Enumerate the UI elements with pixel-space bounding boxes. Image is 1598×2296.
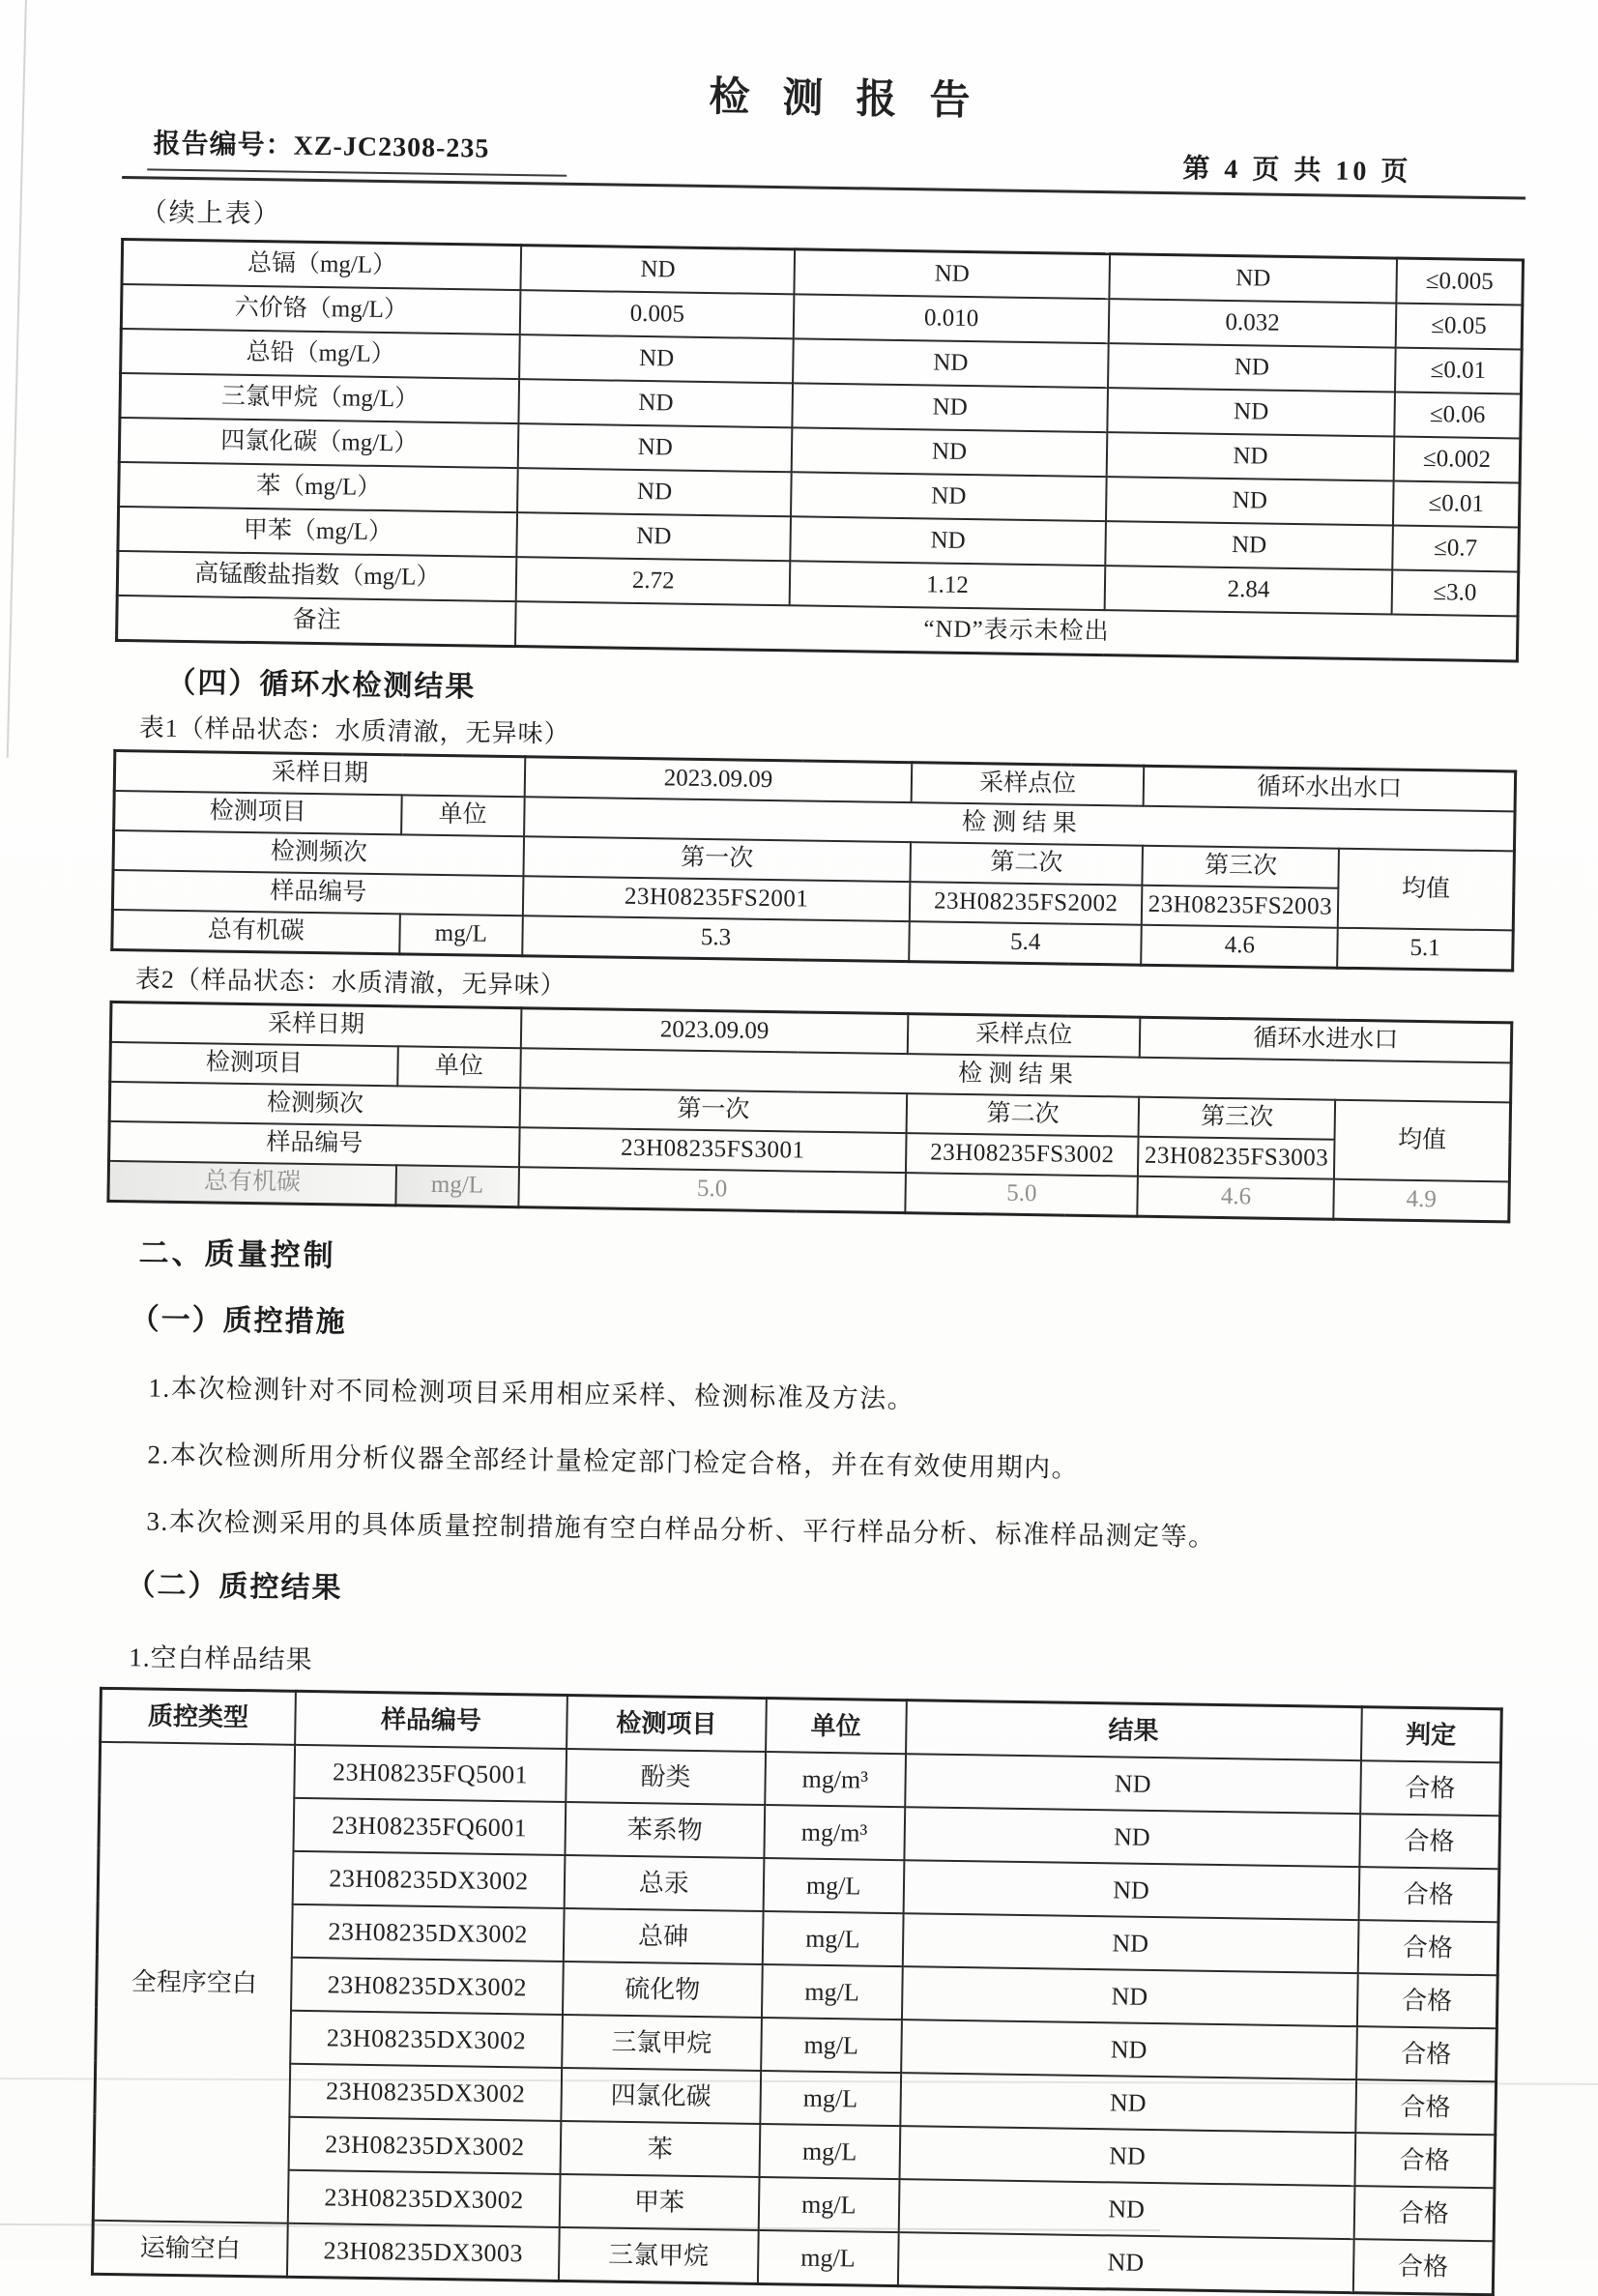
second-run-label: 第二次: [910, 842, 1143, 886]
qc-result: ND: [903, 1860, 1359, 1920]
toc-unit: mg/L: [399, 914, 523, 955]
frequency-label: 检测频次: [109, 1082, 520, 1127]
qc-item: 三氯甲烷: [562, 2015, 762, 2071]
qc-verdict: 合格: [1356, 2026, 1497, 2081]
sample-id: 23H08235DX3002: [288, 2170, 561, 2227]
item-header: 检测项目: [567, 1695, 767, 1752]
param-limit: ≤0.002: [1394, 437, 1521, 483]
qc-result: ND: [901, 2020, 1357, 2079]
param-limit: ≤0.05: [1396, 304, 1523, 350]
param-value: ND: [1108, 343, 1396, 392]
param-value: 0.032: [1109, 299, 1397, 347]
item-label: 检测项目: [114, 791, 402, 834]
param-value: 0.005: [520, 290, 794, 338]
qc-unit: mg/L: [758, 2177, 899, 2232]
param-value: ND: [1109, 254, 1397, 304]
qc-unit: mg/L: [762, 1964, 903, 2020]
toc-value: 5.3: [522, 915, 909, 961]
param-value: ND: [520, 334, 794, 383]
sample-id: 23H08235DX3002: [289, 2064, 562, 2121]
param-name: 三氯甲烷（mg/L）: [120, 373, 520, 423]
sample-date-value: 2023.09.09: [521, 1008, 908, 1054]
toc-value: 5.0: [518, 1167, 905, 1212]
report-number: 报告编号：XZ-JC2308-235: [147, 122, 567, 176]
scan-paper-edge-artifact: [7, 0, 27, 758]
qc-result: ND: [898, 2232, 1354, 2292]
continued-note: （续上表）: [140, 197, 281, 229]
qc-result: ND: [905, 1754, 1361, 1814]
sample-id: 23H08235FQ5001: [294, 1745, 567, 1802]
qc-item: 总砷: [564, 1908, 764, 1964]
qc-unit: mg/m³: [764, 1805, 905, 1860]
unit-label: 单位: [401, 795, 525, 836]
qc-item: 酚类: [566, 1749, 766, 1805]
third-run-label: 第三次: [1143, 846, 1339, 888]
param-limit: ≤0.005: [1396, 258, 1523, 305]
toc-mean: 4.9: [1334, 1179, 1510, 1222]
section-heading-circulating-water: （四）循环水检测结果: [166, 666, 477, 704]
toc-label: 总有机碳: [112, 910, 400, 954]
qc-item: 甲苯: [560, 2174, 760, 2230]
toc-value: 4.6: [1142, 925, 1338, 969]
param-name: 六价铬（mg/L）: [121, 284, 521, 334]
subsection-qc-measures: （一）质控措施: [130, 1303, 347, 1339]
unit-header: 单位: [766, 1699, 907, 1755]
sample-no-header: 样品编号: [295, 1691, 567, 1749]
qc-unit: mg/L: [763, 1911, 904, 1966]
result-label: 检 测 结 果: [520, 1048, 1511, 1102]
param-name: 苯（mg/L）: [119, 462, 519, 512]
param-limit: ≤0.06: [1394, 392, 1521, 439]
sample-id: 23H08235FS3001: [519, 1127, 906, 1173]
qc-type-full-procedure-blank: 全程序空白: [93, 1742, 295, 2223]
sample-id: 23H08235DX3003: [287, 2223, 560, 2281]
qc-measure-item: 1.本次检测针对不同检测项目采用相应采样、检测标准及方法。: [148, 1373, 915, 1414]
table1-caption: 表1（样品状态：水质清澈，无异味）: [138, 713, 570, 748]
qc-result: ND: [902, 1966, 1358, 2026]
param-name: 总铅（mg/L）: [121, 329, 521, 379]
qc-unit: mg/L: [759, 2124, 900, 2179]
qc-measure-item: 2.本次检测所用分析仪器全部经计量检定部门检定合格，并在有效使用期内。: [147, 1439, 1080, 1483]
qc-type-transport-blank: 运输空白: [92, 2221, 287, 2277]
sample-id: 23H08235DX3002: [288, 2117, 561, 2174]
sample-id: 23H08235DX3002: [293, 1851, 566, 1908]
sample-site-value: 循环水出水口: [1144, 766, 1516, 811]
continued-results-table: [115, 238, 1525, 662]
qc-item: 苯: [561, 2121, 761, 2177]
param-value: ND: [1107, 432, 1395, 480]
page-indicator: 第 4 页 共 10 页: [1182, 154, 1412, 188]
qc-verdict: 合格: [1356, 1973, 1497, 2028]
param-value: ND: [521, 246, 795, 295]
remark-label: 备注: [117, 596, 517, 647]
sample-date-label: 采样日期: [110, 1002, 521, 1048]
param-value: ND: [790, 516, 1106, 566]
qc-result: ND: [900, 2073, 1356, 2133]
qc-unit: mg/L: [761, 2018, 902, 2073]
sample-date-value: 2023.09.09: [525, 757, 912, 802]
toc-label: 总有机碳: [108, 1161, 396, 1206]
circulating-water-outlet-table: [110, 749, 1517, 973]
qc-unit: mg/L: [758, 2230, 899, 2286]
qc-item: 四氯化碳: [561, 2068, 761, 2124]
param-value: ND: [1106, 477, 1394, 525]
qc-item: 三氯甲烷: [559, 2227, 759, 2284]
qc-verdict: 合格: [1355, 2079, 1496, 2135]
qc-unit: mg/L: [760, 2071, 901, 2126]
param-value: ND: [794, 249, 1110, 299]
qc-verdict: 合格: [1359, 1814, 1500, 1869]
param-value: ND: [517, 512, 791, 561]
blank-sample-results-title: 1.空白样品结果: [129, 1642, 313, 1675]
qc-verdict: 合格: [1358, 1867, 1499, 1922]
unit-label: 单位: [397, 1046, 521, 1088]
toc-mean: 5.1: [1337, 928, 1513, 971]
sample-id: 23H08235FS2001: [523, 876, 910, 921]
qc-verdict: 合格: [1357, 1920, 1498, 1975]
param-value: ND: [519, 379, 793, 427]
remark-value: “ND”表示未检出: [515, 601, 1518, 661]
qc-item: 苯系物: [565, 1802, 765, 1858]
param-name: 四氯化碳（mg/L）: [119, 418, 519, 468]
qc-verdict: 合格: [1360, 1760, 1501, 1816]
page-content: [91, 56, 1527, 2296]
sample-site-label: 采样点位: [912, 763, 1145, 806]
param-value: ND: [518, 423, 792, 472]
toc-value: 5.0: [905, 1173, 1138, 1216]
sample-id: 23H08235FS3002: [906, 1133, 1139, 1177]
param-value: ND: [1105, 521, 1393, 569]
blank-sample-qc-table: [91, 1687, 1503, 2296]
qc-result: ND: [902, 1913, 1358, 1973]
param-value: ND: [792, 427, 1108, 477]
first-run-label: 第一次: [523, 836, 910, 882]
param-value: ND: [791, 472, 1107, 521]
sample-site-value: 循环水进水口: [1140, 1017, 1512, 1062]
param-name: 甲苯（mg/L）: [118, 507, 518, 557]
third-run-label: 第三次: [1139, 1097, 1335, 1140]
qc-verdict: 合格: [1353, 2186, 1495, 2241]
sample-no-label: 样品编号: [109, 1121, 520, 1167]
page-title: 检测报告: [709, 74, 1003, 125]
param-value: ND: [517, 468, 791, 516]
sample-id: 23H08235DX3002: [292, 1904, 565, 1962]
param-value: 1.12: [790, 561, 1106, 610]
param-value: 0.010: [794, 294, 1110, 343]
param-value: ND: [1107, 388, 1395, 436]
param-value: ND: [792, 383, 1108, 432]
mean-label: 均值: [1338, 849, 1514, 931]
qc-verdict: 合格: [1354, 2133, 1496, 2188]
qc-result: ND: [904, 1807, 1360, 1867]
param-name: 高锰酸盐指数（mg/L）: [117, 551, 517, 601]
circulating-water-inlet-table: [106, 1001, 1513, 1224]
param-value: ND: [793, 338, 1109, 388]
toc-value: 5.4: [909, 921, 1142, 965]
param-value: 2.84: [1105, 566, 1393, 614]
param-limit: ≤0.01: [1393, 481, 1520, 528]
qc-result: ND: [899, 2126, 1355, 2186]
sample-no-label: 样品编号: [112, 870, 523, 915]
sample-date-label: 采样日期: [114, 750, 525, 797]
qc-unit: mg/m³: [765, 1752, 906, 1807]
subsection-qc-results: （二）质控结果: [126, 1569, 343, 1605]
table2-caption: 表2（样品状态：水质清澈，无异味）: [134, 965, 567, 1000]
qc-measure-item: 3.本次检测采用的具体质量控制措施有空白样品分析、平行样品分析、标准样品测定等。: [146, 1506, 1216, 1552]
mean-label: 均值: [1334, 1100, 1510, 1182]
sample-id: 23H08235FS2003: [1142, 886, 1338, 928]
qc-unit: mg/L: [763, 1858, 904, 1913]
param-name: 总镉（mg/L）: [122, 240, 522, 291]
sample-id: 23H08235FS3003: [1138, 1137, 1334, 1179]
qc-type-header: 质控类型: [101, 1688, 296, 1744]
result-header: 结果: [906, 1700, 1362, 1760]
sample-id: 23H08235FS2002: [910, 882, 1143, 925]
result-label: 检 测 结 果: [524, 797, 1515, 851]
verdict-header: 判定: [1361, 1707, 1502, 1763]
qc-item: 总汞: [565, 1855, 765, 1911]
param-value: 2.72: [516, 557, 790, 605]
sample-site-label: 采样点位: [908, 1014, 1141, 1058]
param-limit: ≤0.7: [1392, 526, 1519, 572]
param-limit: ≤3.0: [1392, 570, 1519, 617]
sample-id: 23H08235DX3002: [291, 1958, 564, 2015]
frequency-label: 检测频次: [113, 830, 524, 876]
sample-id: 23H08235DX3002: [290, 2011, 563, 2068]
item-label: 检测项目: [110, 1042, 398, 1086]
toc-value: 4.6: [1138, 1177, 1334, 1220]
section-heading-quality-control: 二、质量控制: [138, 1235, 336, 1273]
second-run-label: 第二次: [906, 1093, 1139, 1137]
param-limit: ≤0.01: [1395, 348, 1522, 394]
qc-item: 硫化物: [563, 1962, 763, 2018]
toc-unit: mg/L: [395, 1165, 519, 1206]
qc-result: ND: [898, 2179, 1354, 2239]
qc-verdict: 合格: [1352, 2239, 1494, 2295]
first-run-label: 第一次: [520, 1088, 907, 1133]
sample-id: 23H08235FQ6001: [293, 1798, 566, 1855]
report-meta-row: [122, 122, 1526, 200]
